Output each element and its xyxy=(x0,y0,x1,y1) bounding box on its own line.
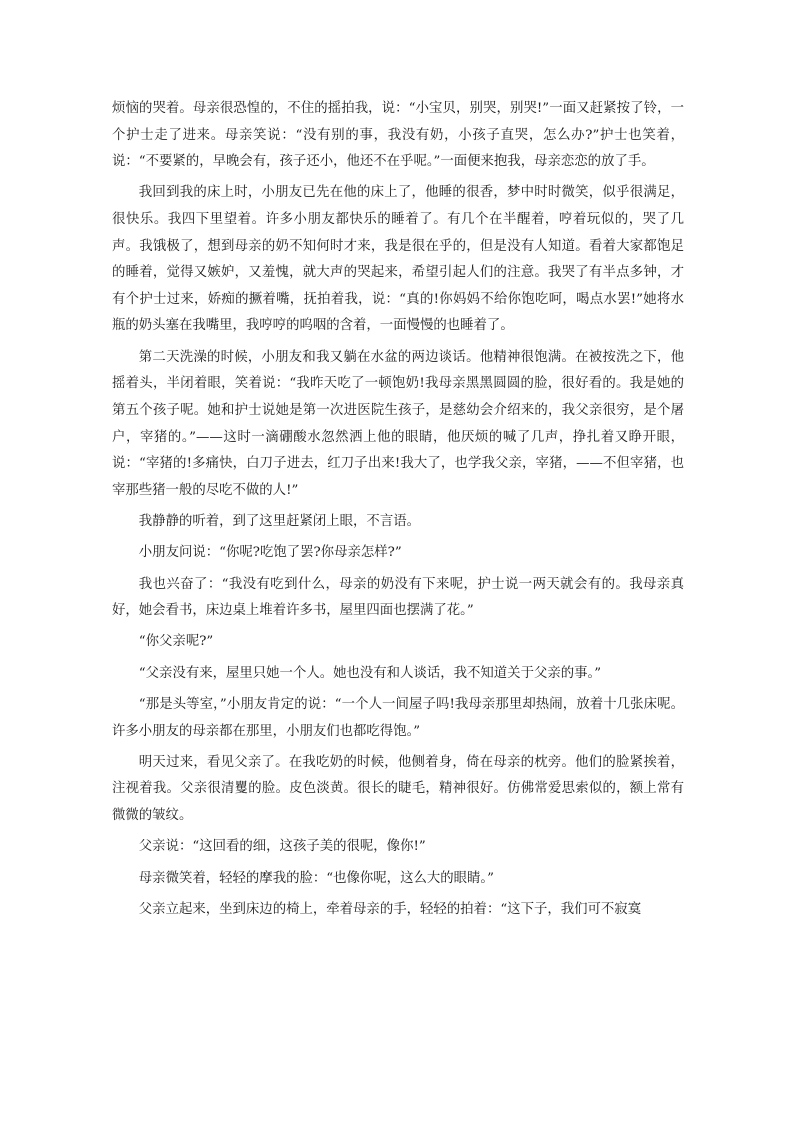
paragraph: 我静静的听着，到了这里赶紧闭上眼，不言语。 xyxy=(138,513,420,529)
paragraph: 我也兴奋了：“我没有吃到什么，母亲的奶没有下来呢，护士说一两天就会有的。我母亲真好，她会看书，床边桌上堆着许多书，屋里四面也摆满了花。” xyxy=(112,576,684,619)
body-text xyxy=(112,96,684,928)
paragraph: 明天过来，看见父亲了。在我吃奶的时候，他侧着身，倚在母亲的枕旁。他们的脸紧挨着，注视着我。父亲很清矍的脸。皮色淡黄。很长的睫毛，精神很好。仿佛常爱思索似的，额上常有微微的皱纹。 xyxy=(112,754,684,824)
paragraph: 第二天洗澡的时候，小朋友和我又躺在水盆的两边谈话。他精神很饱满。在被按洗之下，他摇着头，半闭着眼，笑着说：“我昨天吃了一顿饱奶!我母亲黑黑圆圆的脸，很好看的。我是她的第五个孩子呢。她和护士说她是第一次进医院生孩子，是慈幼会介绍来的，我父亲很穷，是个屠户，宰猪的。”——这时一滴硼酸水忽然洒上他的眼睛，他厌烦的喊了几声，挣扎着又睁开眼，说：“宰猪的!多痛快，白刀子进去，红刀子出来!我大了，也学我父亲，宰猪，——不但宰猪，也宰那些猪一般的尽吃不做的人!” xyxy=(112,349,684,498)
paragraph: 烦恼的哭着。母亲很恐惶的，不住的摇拍我，说：“小宝贝，别哭，别哭!”一面又赶紧按了铃，一个护士走了进来。母亲笑说：“没有别的事，我没有奶，小孩子直哭，怎么办?”护士也笑着，说：“不要紧的，早晚会有，孩子还小，他还不在乎呢。”一面便来抱我，母亲恋恋的放了手。 xyxy=(112,101,684,170)
paragraph: “你父亲呢?” xyxy=(138,634,214,650)
paragraph: 父亲立起来，坐到床边的椅上，牵着母亲的手，轻轻的拍着：“这下子，我们可不寂寞 xyxy=(138,901,642,917)
paragraph: 母亲微笑着，轻轻的摩我的脸：“也像你呢，这么大的眼睛。” xyxy=(138,870,494,886)
paragraph: 我回到我的床上时，小朋友已先在他的床上了，他睡的很香，梦中时时微笑，似乎很满足，很快乐。我四下里望着。许多小朋友都快乐的睡着了。有几个在半醒着，哼着玩似的，哭了几声。我饿极了，想到母亲的奶不知何时才来，我是很在乎的，但是没有人知道。看着大家都饱足的睡着，觉得又嫉妒，又羞愧，就大声的哭起来，希望引起人们的注意。我哭了有半点多钟，才有个护士过来，娇痴的撅着嘴，抚拍着我，说：“真的!你妈妈不给你饱吃呵，喝点水罢!”她将水瓶的奶头塞在我嘴里，我哼哼的呜咽的含着，一面慢慢的也睡着了。 xyxy=(112,185,684,334)
paragraph: “那是头等室，”小朋友肯定的说：“一个人一间屋子吗!我母亲那里却热闹，放着十几张床呢。许多小朋友的母亲都在那里，小朋友们也都吃得饱。” xyxy=(112,696,684,739)
paragraph: 父亲说：“这回看的细，这孩子美的很呢，像你!” xyxy=(138,839,426,855)
paragraph: “父亲没有来，屋里只她一个人。她也没有和人谈话，我不知道关于父亲的事。” xyxy=(138,665,602,681)
paragraph: 小朋友问说：“你呢?吃饱了罢?你母亲怎样?” xyxy=(138,545,402,561)
